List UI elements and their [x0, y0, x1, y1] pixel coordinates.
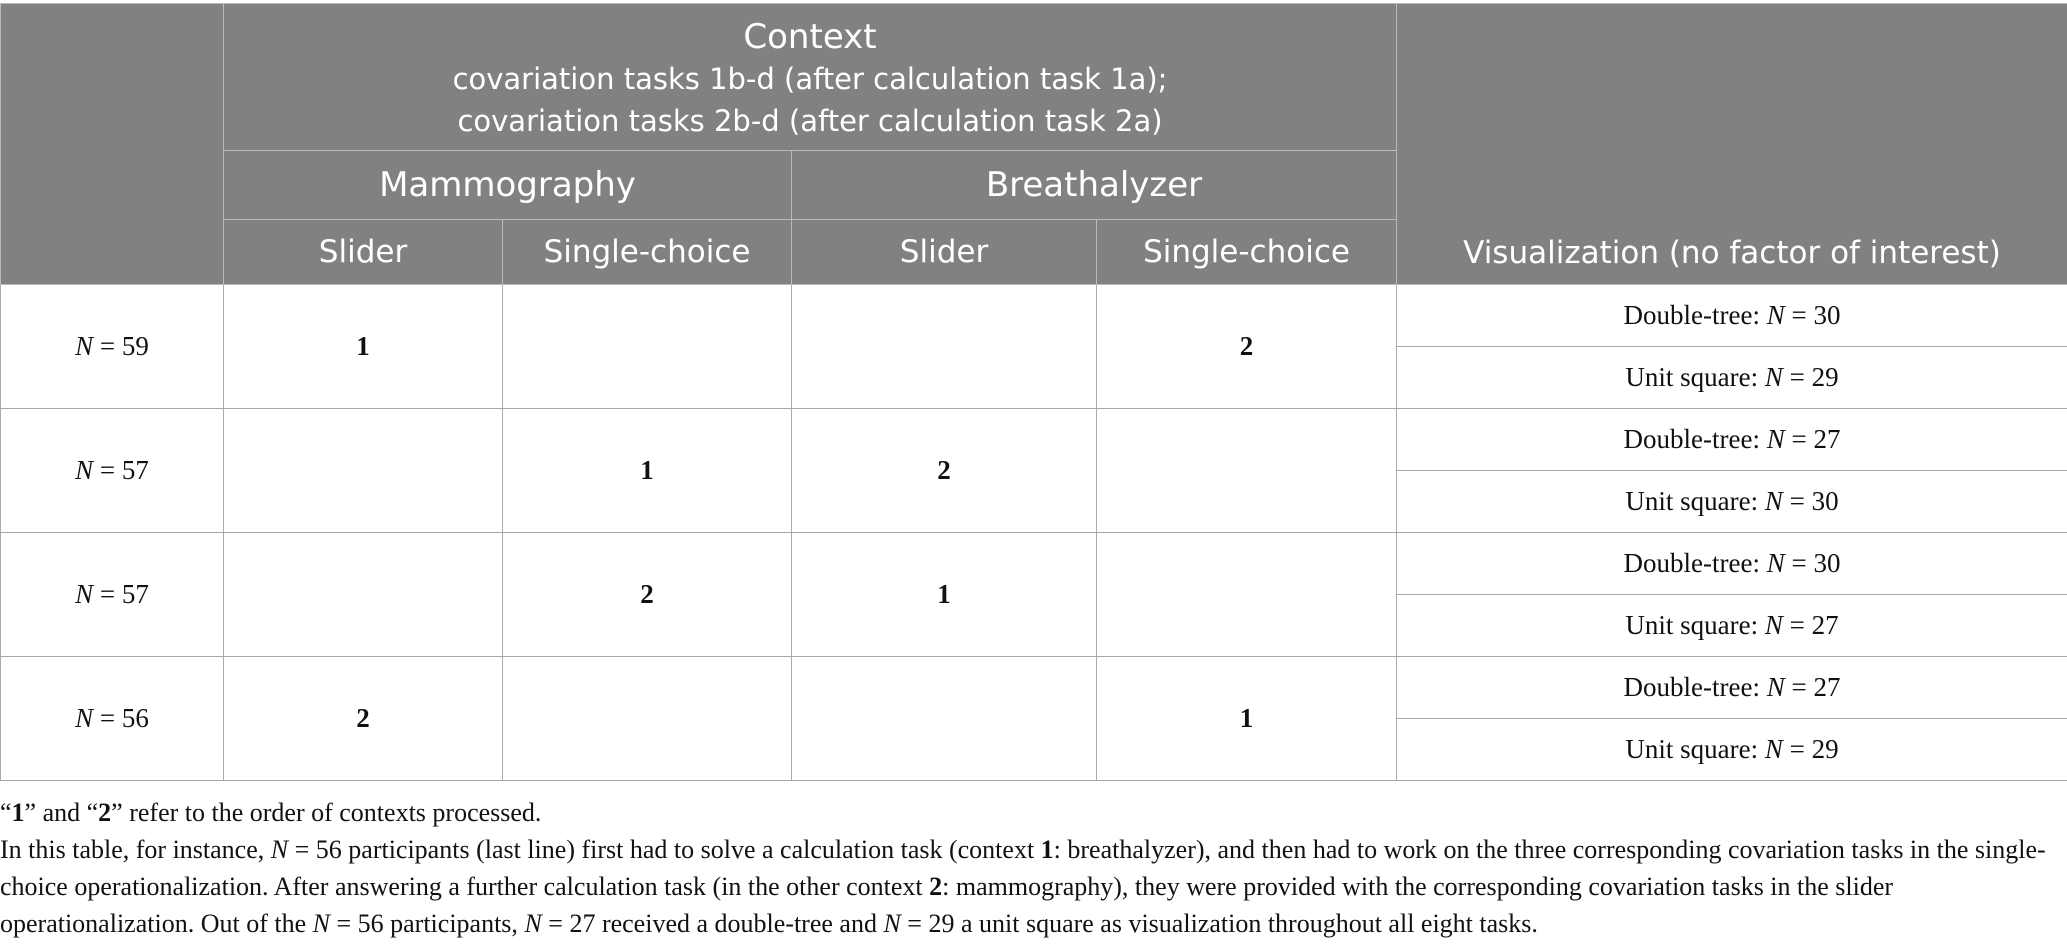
col-header-breathalyzer-single: Single-choice	[1097, 220, 1397, 285]
col-header-breathalyzer-slider: Slider	[792, 220, 1097, 285]
table-row	[1, 533, 2067, 595]
breathalyzer-slider-cell: 2	[792, 409, 1097, 533]
mammography-single-cell	[503, 285, 792, 409]
table-row	[1, 285, 2067, 347]
table-footnote	[0, 794, 2060, 942]
group-size-cell: N = 56	[1, 657, 224, 781]
mammography-slider-cell: 1	[224, 285, 503, 409]
table-row	[1, 409, 2067, 471]
breathalyzer-single-cell: 1	[1097, 657, 1397, 781]
col-header-mammography-slider: Slider	[224, 220, 503, 285]
results-table	[0, 3, 2067, 781]
breathalyzer-single-cell	[1097, 533, 1397, 657]
context-subtitle-1: covariation tasks 1b-d (after calculation task 1a);	[452, 62, 1168, 96]
visualization-header: Visualization (no factor of interest)	[1397, 4, 2067, 285]
visualization-cell: Double-tree: N = 27	[1397, 657, 2067, 719]
context-header	[224, 4, 1397, 151]
breathalyzer-single-cell	[1097, 409, 1397, 533]
table-row	[1, 657, 2067, 719]
breathalyzer-slider-cell	[792, 657, 1097, 781]
group-size-cell: N = 59	[1, 285, 224, 409]
group-size-cell: N = 57	[1, 533, 224, 657]
corner-header	[1, 4, 224, 285]
visualization-cell: Unit square: N = 27	[1397, 595, 2067, 657]
visualization-cell: Unit square: N = 30	[1397, 471, 2067, 533]
breathalyzer-slider-cell: 1	[792, 533, 1097, 657]
breathalyzer-slider-cell	[792, 285, 1097, 409]
group-header-breathalyzer: Breathalyzer	[792, 151, 1397, 220]
footnote-example-note: In this table, for instance, N = 56 participants (last line) first had to solve a calculation task (context 1: breathalyzer), and then had to work on the three corresponding covariation tasks in the single-choice operationalization. After answering a further calculation task (in the other context 2: mammography), they were provided with the corresponding covariation tasks in the slider operationalization. Out of the N = 56 participants, N = 27 received a double-tree and N = 29 a unit square as visualization throughout all eight tasks.	[0, 835, 2046, 938]
footnote-order-note: “1” and “2” refer to the order of contexts processed.	[0, 798, 542, 827]
col-header-mammography-single: Single-choice	[503, 220, 792, 285]
mammography-single-cell: 2	[503, 533, 792, 657]
mammography-slider-cell	[224, 533, 503, 657]
group-size-cell: N = 57	[1, 409, 224, 533]
mammography-slider-cell	[224, 409, 503, 533]
mammography-slider-cell: 2	[224, 657, 503, 781]
mammography-single-cell: 1	[503, 409, 792, 533]
visualization-cell: Unit square: N = 29	[1397, 347, 2067, 409]
mammography-single-cell	[503, 657, 792, 781]
breathalyzer-single-cell: 2	[1097, 285, 1397, 409]
context-subtitle-2: covariation tasks 2b-d (after calculation task 2a)	[457, 104, 1163, 138]
visualization-cell: Double-tree: N = 30	[1397, 533, 2067, 595]
context-title: Context	[743, 17, 877, 57]
visualization-cell: Double-tree: N = 30	[1397, 285, 2067, 347]
visualization-cell: Unit square: N = 29	[1397, 719, 2067, 781]
visualization-cell: Double-tree: N = 27	[1397, 409, 2067, 471]
group-header-mammography: Mammography	[224, 151, 792, 220]
